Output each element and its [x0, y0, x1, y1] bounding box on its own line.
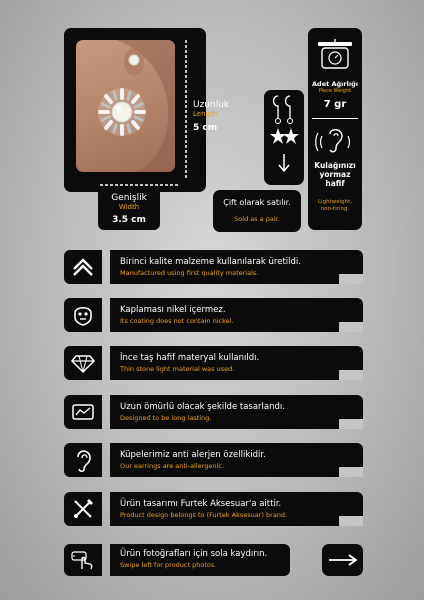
- feature-title: Birinci kalite malzeme kullanılarak üretildi.: [120, 257, 301, 267]
- lightweight-title-line2: yormaz: [319, 170, 351, 179]
- feature-row-design: [110, 492, 363, 526]
- feature-row-thin-stone: [110, 346, 363, 380]
- weight-title: Adet Ağırlığı: [312, 80, 358, 88]
- lightweight-title-line1: Kulağınızı: [314, 161, 356, 170]
- width-value: 3.5 cm: [112, 215, 146, 225]
- feature-subtitle: Product design belongs to (Furtek Aksesuar) brand.: [120, 511, 288, 519]
- feature-title: Uzun ömürlü olacak şekilde tasarlandı.: [120, 402, 285, 412]
- width-info: [98, 190, 160, 230]
- feature-subtitle: Its coating does not contain nickel.: [120, 317, 234, 325]
- swipe-title: Ürün fotoğrafları için sola kaydırın.: [120, 549, 268, 559]
- ear-sound-icon: [308, 126, 362, 160]
- pair-icon-panel: [264, 90, 304, 185]
- design-tools-icon: [64, 492, 102, 526]
- weight-subtitle: Piece Weight: [318, 88, 352, 94]
- product-photo[interactable]: [76, 40, 175, 172]
- length-value: 5 cm: [193, 123, 218, 133]
- earring-pair-icon: [264, 90, 304, 185]
- pair-title: Çift olarak satılır.: [223, 198, 291, 207]
- feature-title: Ürün tasarımı Furtek Aksesuar'a aittir.: [120, 499, 282, 509]
- lightweight-subtitle: [308, 199, 362, 213]
- length-title: Uzunluk: [193, 100, 230, 110]
- feature-row-quality: [110, 250, 363, 284]
- swipe-hint-bar: [110, 544, 290, 576]
- length-info: [193, 100, 229, 135]
- feature-title: Kaplaması nikel içermez.: [120, 305, 226, 315]
- feature-title: Küpelerimiz anti alerjen özellikidir.: [120, 450, 266, 460]
- quality-icon: [64, 250, 102, 284]
- ear-icon: [64, 443, 102, 477]
- swipe-subtitle: Swipe left for product photos.: [120, 561, 217, 569]
- arrow-right-icon: [328, 554, 358, 566]
- weight-divider: [312, 118, 358, 119]
- lightweight-subtitle-line2: non-tiring.: [320, 206, 350, 212]
- width-title: Genişlik: [111, 193, 147, 203]
- feature-row-no-nickel: [110, 298, 363, 332]
- width-subtitle: Width: [118, 203, 140, 211]
- width-measure-line: [100, 184, 180, 186]
- pair-subtitle: Sold as a pair.: [234, 215, 280, 223]
- pair-info-panel: [213, 190, 301, 232]
- feature-subtitle: Designed to be long lasting.: [120, 414, 212, 422]
- feature-subtitle: Our earrings are anti-allergenic.: [120, 462, 224, 470]
- weight-panel: [308, 28, 362, 230]
- weight-value: 7 gr: [323, 99, 347, 110]
- lightweight-title: [308, 161, 362, 188]
- feature-title: İnce taş hafif materyal kullanıldı.: [120, 353, 260, 363]
- feature-subtitle: Manufactured using first quality materials.: [120, 269, 259, 277]
- lightweight-subtitle-line1: Lightweight,: [317, 199, 353, 205]
- no-nickel-icon: [64, 298, 102, 332]
- long-lasting-icon: [64, 395, 102, 429]
- feature-subtitle: Thin stone light material was used.: [120, 365, 235, 373]
- feature-row-long-lasting: [110, 395, 363, 429]
- earring-illustration: [76, 40, 175, 172]
- length-subtitle: Length: [193, 110, 218, 118]
- next-photo-button[interactable]: [322, 544, 363, 576]
- feature-row-anti-allergenic: [110, 443, 363, 477]
- length-measure-line: [185, 40, 187, 180]
- swipe-hand-icon: [64, 544, 102, 576]
- scale-icon: [308, 28, 362, 78]
- lightweight-title-line3: hafif: [325, 179, 345, 188]
- diamond-icon: [64, 346, 102, 380]
